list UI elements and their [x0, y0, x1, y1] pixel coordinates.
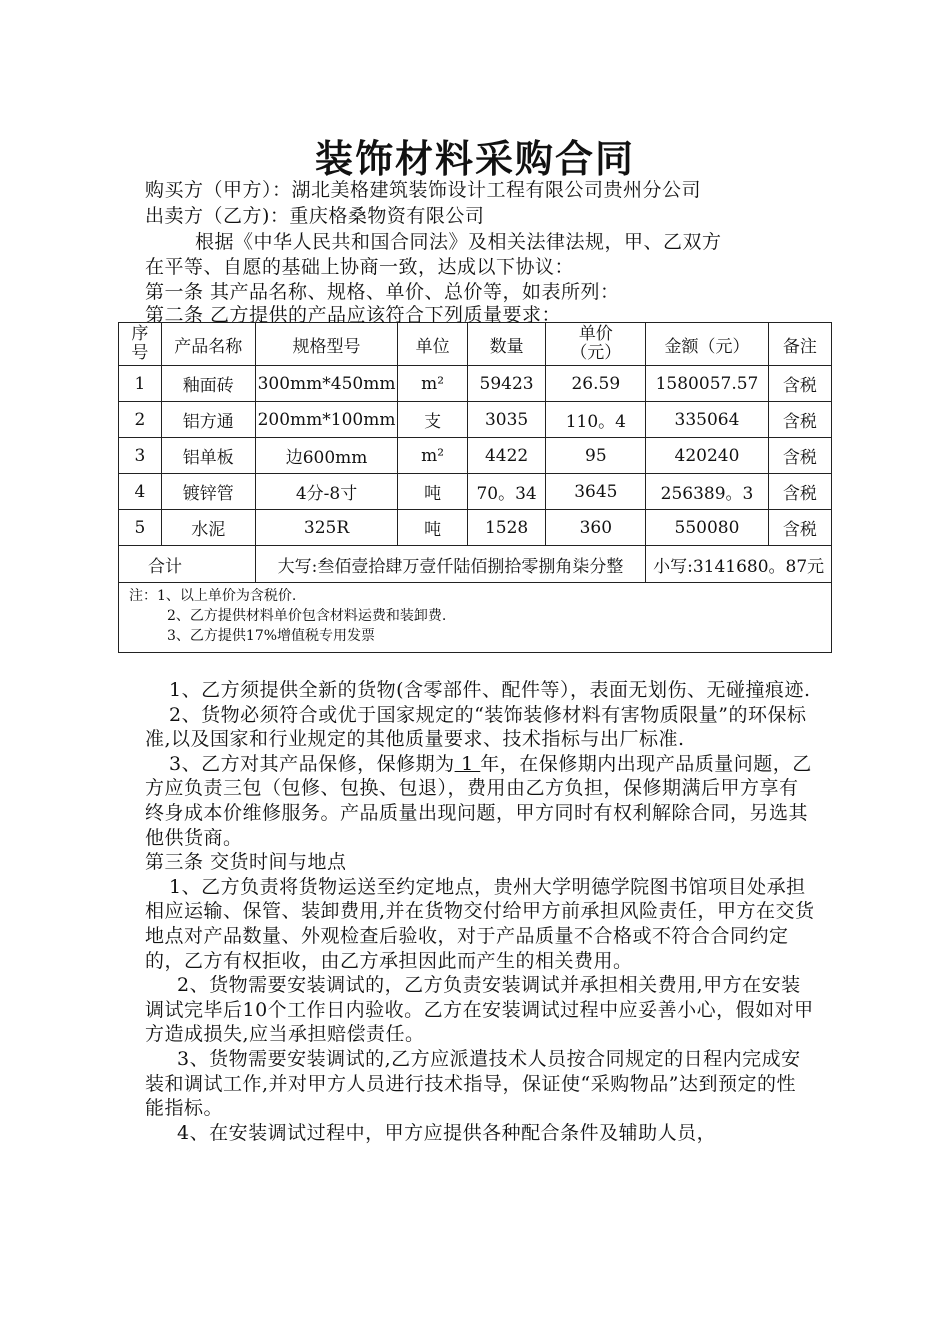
cell-remark: 含税	[768, 366, 831, 402]
cell-name: 镀锌管	[161, 474, 255, 510]
quality-clause-3: 3、乙方对其产品保修，保修期为 1 年，在保修期内出现产品质量问题，乙方应负责三包（包修、包换、包退），费用由乙方负担，保修期满后甲方享有终身成本价维修服务。产品质量出现问题，甲方同时有权利解除合同，另选其他供货商。	[145, 752, 812, 849]
cell-name: 铝单板	[161, 438, 255, 474]
table-row	[119, 438, 832, 474]
contract-body	[145, 678, 815, 1145]
cell-price: 110。4	[546, 402, 646, 438]
article-1: 第一条 其产品名称、规格、单价、总价等，如表所列：	[145, 281, 620, 303]
article-2: 第二条 乙方提供的产品应该符合下列质量要求：	[145, 304, 562, 326]
notes-row	[119, 583, 832, 653]
cell-spec: 200mm*100mm	[255, 402, 398, 438]
cell-no: 1	[119, 366, 162, 402]
buyer-line: 购买方（甲方）：湖北美格建筑装饰设计工程有限公司贵州分公司	[145, 179, 702, 201]
header-spec: 规格型号	[255, 323, 398, 366]
warranty-term: 1	[454, 752, 481, 775]
cell-no: 5	[119, 510, 162, 546]
cell-qty: 59423	[467, 366, 546, 402]
cell-price: 3645	[546, 474, 646, 510]
intro-line-2: 在平等、自愿的基础上协商一致，达成以下协议：	[145, 256, 575, 278]
cell-spec: 325R	[255, 510, 398, 546]
note-line: 3、乙方提供17%增值税专用发票	[167, 628, 376, 644]
header-no: 序 号	[119, 323, 162, 366]
cell-qty: 1528	[467, 510, 546, 546]
total-words: 大写:叁佰壹拾肆万壹仟陆佰捌拾零捌角柒分整	[255, 546, 646, 583]
header-price: 单价 （元）	[546, 323, 646, 366]
delivery-clause-1: 1、乙方负责将货物运送至约定地点，贵州大学明德学院图书馆项目处承担相应运输、保管、装卸费用,并在货物交付给甲方前承担风险责任，甲方在交货地点对产品数量、外观检查后验收，对于产品质量不合格或不符合合同约定的，乙方有权拒收，由乙方承担因此而产生的相关费用。	[145, 875, 815, 972]
cell-unit: m²	[398, 366, 467, 402]
cell-qty: 4422	[467, 438, 546, 474]
header-unit: 单位	[398, 323, 467, 366]
delivery-clause-2: 2、货物需要安装调试的，乙方负责安装调试并承担相关费用,甲方在安装调试完毕后10个工作日内验收。乙方在安装调试过程中应妥善小心，假如对甲方造成损失,应当承担赔偿责任。	[145, 974, 814, 1046]
cell-name: 铝方通	[161, 402, 255, 438]
cell-remark: 含税	[768, 510, 831, 546]
cell-remark: 含税	[768, 402, 831, 438]
cell-amount: 420240	[646, 438, 768, 474]
cell-no: 4	[119, 474, 162, 510]
article-3: 第三条 交货时间与地点	[145, 851, 347, 874]
notes-cell	[119, 583, 832, 653]
quality-clause-1: 1、乙方须提供全新的货物(含零部件、配件等），表面无划伤、无碰撞痕迹.	[169, 679, 811, 701]
cell-remark: 含税	[768, 474, 831, 510]
total-figures: 小写:3141680。87元	[646, 546, 832, 583]
cell-spec: 300mm*450mm	[255, 366, 398, 402]
table-row	[119, 474, 832, 510]
table-row	[119, 402, 832, 438]
cell-spec: 边600mm	[255, 438, 398, 474]
cell-unit: 支	[398, 402, 467, 438]
intro-line-1: 根据《中华人民共和国合同法》及相关法律法规，甲、乙双方	[195, 231, 722, 253]
cell-name: 水泥	[161, 510, 255, 546]
cell-remark: 含税	[768, 438, 831, 474]
cell-unit: m²	[398, 438, 467, 474]
delivery-clause-4: 4、在安装调试过程中，甲方应提供各种配合条件及辅助人员，	[177, 1121, 717, 1144]
cell-amount: 335064	[646, 402, 768, 438]
cell-qty: 70。34	[467, 474, 546, 510]
note-line: 注：1、以上单价为含税价.	[129, 588, 297, 604]
header-amount: 金额（元）	[646, 323, 768, 366]
header-qty: 数量	[467, 323, 546, 366]
total-row	[119, 546, 832, 583]
note-line: 2、乙方提供材料单价包含材料运费和装卸费.	[167, 608, 447, 624]
delivery-clause-3: 3、货物需要安装调试的,乙方应派遣技术人员按合同规定的日程内完成安装和调试工作,并对甲方人员进行技术指导，保证使“采购物品”达到预定的性能指标。	[145, 1047, 801, 1120]
cell-spec: 4分-8寸	[255, 474, 398, 510]
document-title: 装饰材料采购合同	[314, 137, 635, 181]
cell-price: 360	[546, 510, 646, 546]
cell-qty: 3035	[467, 402, 546, 438]
table-row	[119, 366, 832, 402]
cell-unit: 吨	[398, 510, 467, 546]
cell-amount: 256389。3	[646, 474, 768, 510]
cell-amount: 550080	[646, 510, 768, 546]
total-label: 合计	[119, 546, 256, 583]
header-name: 产品名称	[161, 323, 255, 366]
table-row	[119, 510, 832, 546]
cell-name: 釉面砖	[161, 366, 255, 402]
cell-unit: 吨	[398, 474, 467, 510]
cell-price: 26.59	[546, 366, 646, 402]
cell-no: 2	[119, 402, 162, 438]
seller-line: 出卖方（乙方)：重庆格桑物资有限公司	[145, 205, 485, 227]
cell-no: 3	[119, 438, 162, 474]
table-header-row	[119, 323, 832, 366]
cell-amount: 1580057.57	[646, 366, 768, 402]
goods-table	[118, 322, 832, 653]
header-remark: 备注	[768, 323, 831, 366]
cell-price: 95	[546, 438, 646, 474]
quality-clause-2: 2、货物必须符合或优于国家规定的“装饰装修材料有害物质限量”的环保标准,以及国家和行业规定的其他质量要求、技术指标与出厂标准.	[145, 703, 807, 751]
